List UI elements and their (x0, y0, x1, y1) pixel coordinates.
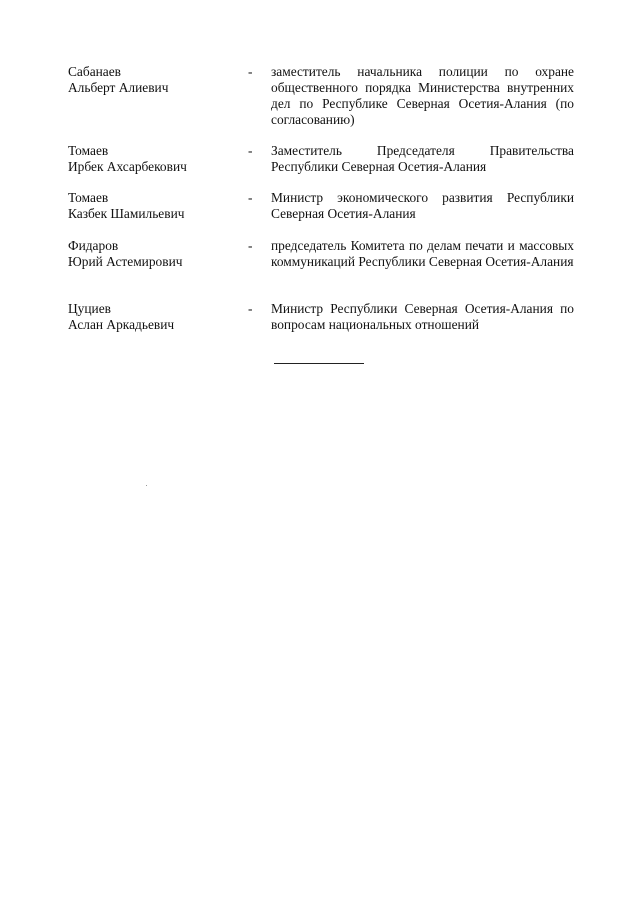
member-name (68, 190, 238, 222)
member-given-names: Альберт Алиевич (68, 80, 169, 95)
member-given-names: Казбек Шамильевич (68, 206, 185, 221)
member-position: председатель Комитета по делам печати и массовых коммуникаций Республики Северная Осетия-Алания (271, 238, 574, 269)
member-surname: Цуциев (68, 301, 111, 316)
separator-dash: - (248, 64, 253, 79)
member-surname: Сабанаев (68, 64, 122, 79)
member-position: Министр экономического развития Республики Северная Осетия-Алания (271, 190, 574, 221)
member-given-names: Юрий Астемирович (68, 254, 183, 269)
separator-dash: - (248, 301, 253, 316)
member-surname: Томаев (68, 190, 109, 205)
member-name (68, 238, 238, 270)
member-position: Заместитель Председателя Правительства Республики Северная Осетия-Алания (271, 143, 574, 174)
member-name (68, 301, 238, 333)
closing-rule (274, 363, 364, 364)
separator-dash: - (248, 238, 253, 253)
separator-dash: - (248, 190, 253, 205)
member-name (68, 143, 238, 175)
member-given-names: Аслан Аркадьевич (68, 317, 175, 332)
member-position: заместитель начальника полиции по охране общественного порядка Министерства внутренних дел по Республике Северная Осетия-Алания (по согласованию) (271, 64, 574, 127)
member-surname: Фидаров (68, 238, 119, 253)
member-surname: Томаев (68, 143, 109, 158)
member-name (68, 64, 238, 96)
separator-dash: - (248, 143, 253, 158)
scan-speck (146, 485, 147, 486)
member-position: Министр Республики Северная Осетия-Алания по вопросам национальных отношений (271, 301, 574, 332)
member-given-names: Ирбек Ахсарбекович (68, 159, 187, 174)
